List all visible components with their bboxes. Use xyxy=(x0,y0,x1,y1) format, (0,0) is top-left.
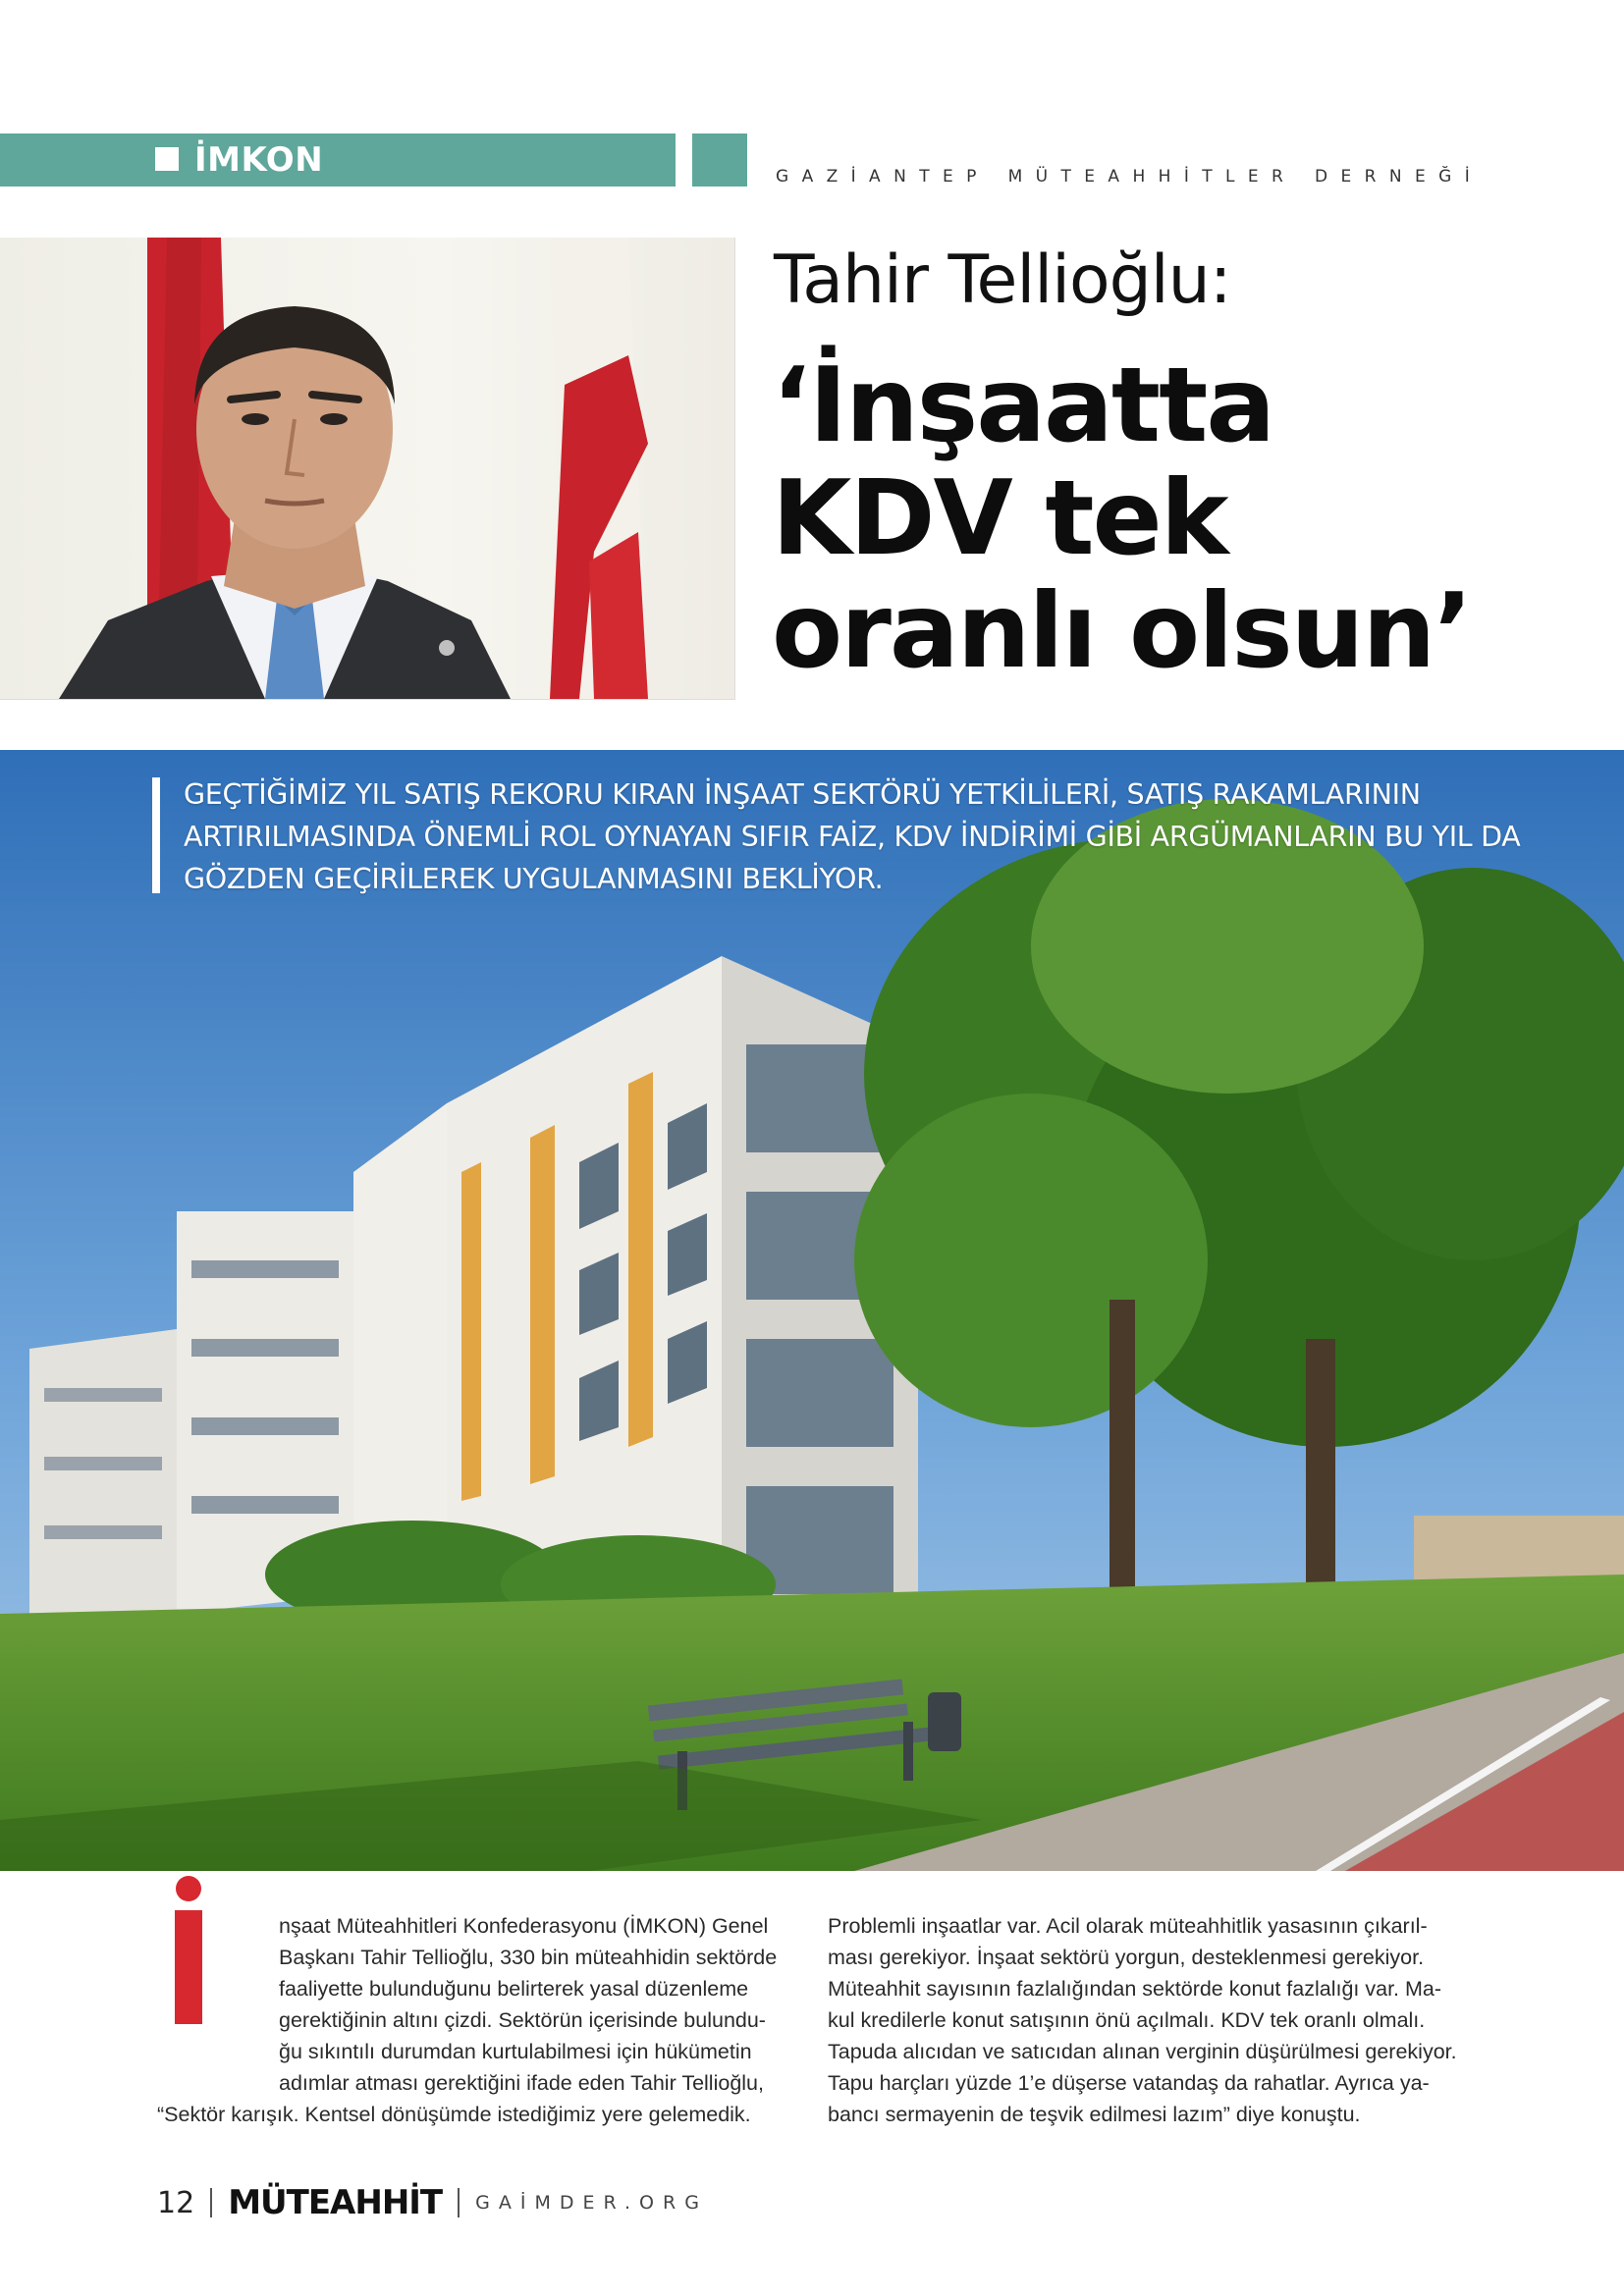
magazine-logo: MÜTEAHHİT xyxy=(228,2183,443,2222)
section-band-accent xyxy=(692,133,747,187)
body-column-2 xyxy=(828,1910,1466,2130)
body-line: nşaat Müteahhitleri Konfederasyonu (İMKON) Genel xyxy=(279,1914,769,1938)
section-label: İMKON xyxy=(194,140,324,180)
body-line: Müteahhit sayısının fazlalığından sektörde konut fazlalığı var. Ma- xyxy=(828,1977,1442,2001)
page-footer xyxy=(157,2181,708,2224)
body-line: Tapuda alıcıdan ve satıcıdan alınan verginin düşürülmesi gerekiyor. xyxy=(828,2040,1457,2063)
association-name: GAZİANTEP MÜTEAHHİTLER DERNEĞİ xyxy=(776,167,1484,187)
footer-divider xyxy=(458,2188,460,2217)
page-number: 12 xyxy=(157,2185,195,2220)
article-lead xyxy=(184,774,1521,900)
lead-bar xyxy=(152,777,160,893)
article-kicker: Tahir Tellioğlu: xyxy=(774,241,1231,319)
body-line: gerektiğinin altını çizdi. Sektörün içerisinde bulundu- xyxy=(279,2008,766,2032)
section-band xyxy=(0,133,676,187)
lead-line: GÖZDEN GEÇİRİLEREK UYGULANMASINI BEKLİYOR. xyxy=(184,863,884,895)
website-link[interactable]: GAİMDER.ORG xyxy=(475,2192,708,2214)
footer-divider xyxy=(210,2188,212,2217)
body-line: kul kredilerle konut satışının önü açılmalı. KDV tek oranlı olmalı. xyxy=(828,2008,1426,2032)
body-column-1 xyxy=(157,1910,795,2130)
portrait-photo xyxy=(0,238,735,700)
body-line: bancı sermayenin de teşvik edilmesi lazım” diye konuştu. xyxy=(828,2103,1361,2126)
body-line: Problemli inşaatlar var. Acil olarak müteahhitlik yasasının çıkarıl- xyxy=(828,1914,1428,1938)
article-headline xyxy=(772,346,1518,691)
lead-line: ARTIRILMASINDA ÖNEMLİ ROL OYNAYAN SIFIR FAİZ, KDV İNDİRİMİ GİBİ ARGÜMANLARIN BU YIL DA xyxy=(184,821,1521,853)
body-line: ğu sıkıntılı durumdan kurtulabilmesi için hükümetin xyxy=(279,2040,752,2063)
lead-line: GEÇTİĞİMİZ YIL SATIŞ REKORU KIRAN İNŞAAT SEKTÖRÜ YETKİLİLERİ, SATIŞ RAKAMLARININ xyxy=(184,778,1421,811)
body-line: faaliyette bulunduğunu belirterek yasal düzenleme xyxy=(279,1977,749,2001)
body-line: ması gerekiyor. İnşaat sektörü yorgun, desteklenmesi gerekiyor. xyxy=(828,1946,1425,1969)
body-line: Başkanı Tahir Tellioğlu, 330 bin müteahhidin sektörde xyxy=(279,1946,778,1969)
headline-line: ‘İnşaatta xyxy=(772,346,1274,465)
headline-line: KDV tek xyxy=(772,458,1227,578)
section-square-icon xyxy=(155,147,179,171)
body-line: adımlar atması gerektiğini ifade eden Tahir Tellioğlu, xyxy=(279,2071,764,2095)
building-photo xyxy=(0,750,1624,1871)
body-line: “Sektör karışık. Kentsel dönüşümde istediğimiz yere gelemedik. xyxy=(157,2103,751,2126)
headline-line: oranlı olsun’ xyxy=(772,571,1472,691)
body-line: Tapu harçları yüzde 1’e düşerse vatandaş da rahatlar. Ayrıca ya- xyxy=(828,2071,1430,2095)
